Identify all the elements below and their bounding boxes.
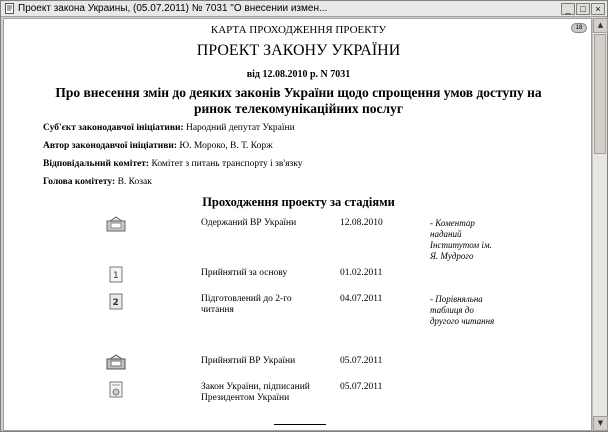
stage-date: 05.07.2011 [340, 356, 383, 366]
info-value: В. Козак [115, 177, 152, 187]
stage-date: 05.07.2011 [340, 382, 383, 392]
info-label: Автор законодавчої ініціативи: [43, 141, 178, 151]
footer-divider [274, 424, 326, 425]
info-committee [43, 159, 302, 169]
scroll-up-arrow[interactable]: ▲ [593, 18, 608, 33]
stage-name: Одержаний ВР України [201, 218, 297, 228]
first-reading-icon[interactable] [109, 265, 123, 283]
scroll-down-arrow[interactable]: ▼ [593, 416, 608, 431]
document-icon [3, 3, 15, 15]
close-button[interactable]: × [591, 3, 605, 15]
window-title: Проект закона Украины, (05.07.2011) № 7031 "О внесении измен... [18, 3, 328, 14]
info-initiator [43, 123, 295, 133]
received-icon[interactable] [106, 215, 126, 233]
stage-name: Прийнятий за основу [201, 268, 288, 278]
stage-name: Прийнятий ВР України [201, 356, 296, 366]
bill-date-number: від 12.08.2010 р. N 7031 [246, 69, 351, 80]
document-content [3, 18, 592, 431]
scrollbar-thumb[interactable] [594, 34, 606, 154]
info-value: Ю. Мороко, В. Т. Корж [177, 141, 273, 151]
vertical-scrollbar[interactable] [592, 18, 607, 431]
stage-name: Підготовлений до 2-го читання [201, 294, 292, 315]
page-title: ПРОЕКТ ЗАКОНУ УКРАЇНИ [196, 42, 401, 59]
svg-text:1: 1 [113, 270, 119, 281]
stage-name: Закон України, підписаний Президентом України [201, 382, 310, 403]
minimize-button[interactable]: _ [561, 3, 575, 15]
law-title: Про внесення змін до деяких законів України щодо спрощення умов доступу на ринок телекомунікаційних послуг [55, 85, 542, 116]
second-reading-icon[interactable] [109, 292, 123, 310]
signed-law-icon[interactable] [109, 380, 123, 398]
svg-text:2: 2 [112, 297, 119, 308]
info-committee-head [43, 177, 152, 187]
adopted-icon[interactable] [106, 354, 126, 370]
info-value: Народний депутат України [183, 123, 295, 133]
maximize-button[interactable]: □ [576, 3, 590, 15]
page-badge[interactable]: 18 [571, 23, 587, 33]
info-label: Суб'єкт законодавчої ініціативи: [43, 123, 184, 133]
title-bar [1, 1, 607, 17]
stage-note-link[interactable]: - Порівняльна таблиця до другого читання [430, 294, 495, 326]
stage-date: 04.07.2011 [340, 294, 383, 304]
info-author [43, 141, 273, 151]
card-title: КАРТА ПРОХОДЖЕННЯ ПРОЕКТУ [210, 24, 387, 36]
stages-heading: Проходження проекту за стадіями [202, 195, 395, 209]
stage-note-link[interactable]: - Коментар наданий Інститутом ім. Я. Мудрого [430, 218, 492, 261]
window-controls [560, 3, 605, 15]
info-label: Відповідальний комітет: [43, 159, 150, 169]
stage-date: 01.02.2011 [340, 268, 383, 278]
info-value: Комітет з питань транспорту і зв'язку [149, 159, 303, 169]
info-label: Голова комітету: [43, 177, 116, 187]
stage-date: 12.08.2010 [340, 218, 383, 228]
